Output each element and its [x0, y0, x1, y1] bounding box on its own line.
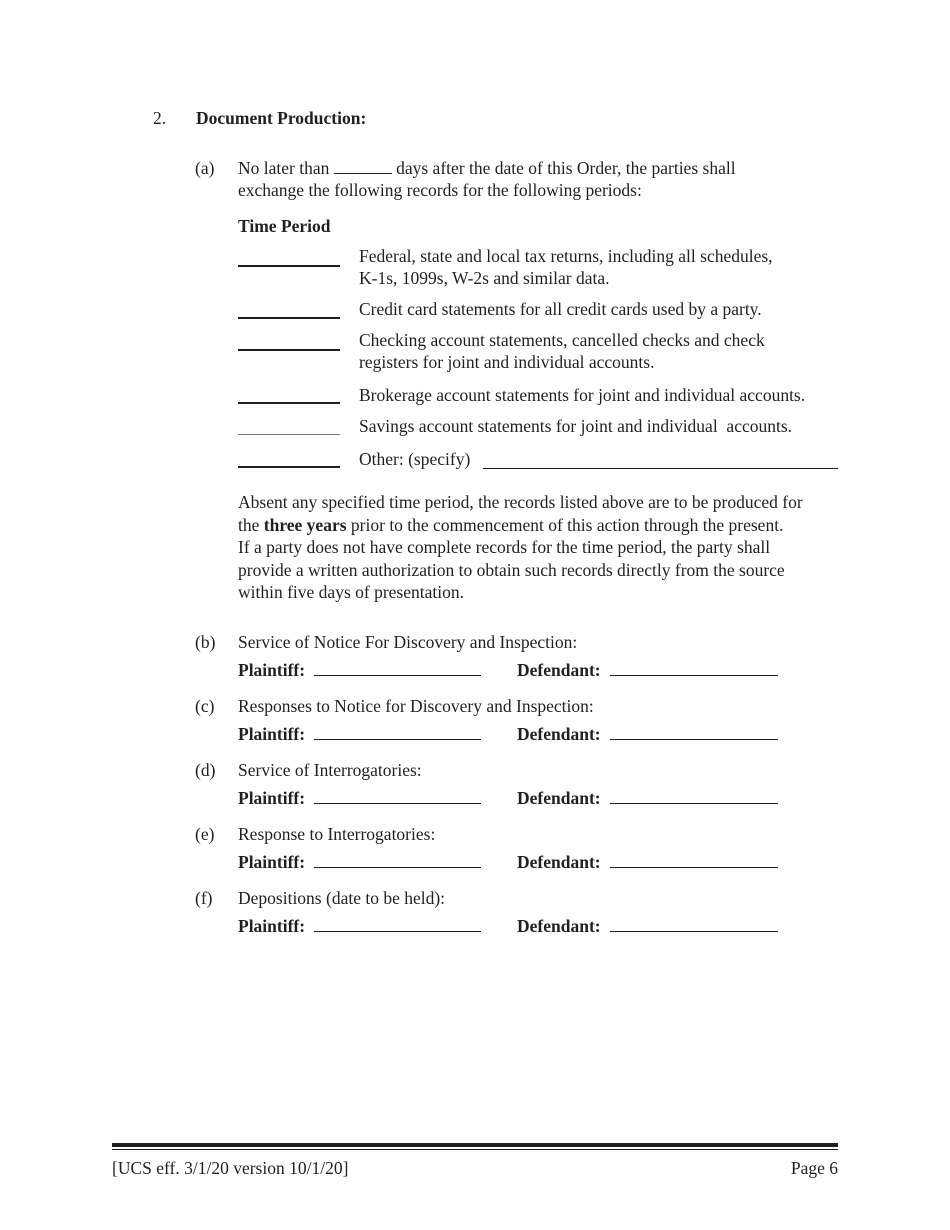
absent-three-years: three years [263, 514, 347, 535]
item-a-line2: exchange the following records for the following periods: [238, 180, 642, 200]
other-specify-blank[interactable] [483, 468, 838, 469]
record-checking-line1: Checking account statements, cancelled checks and check [359, 330, 765, 350]
item-e-plaintiff-label: Plaintiff: [238, 852, 306, 872]
time-period-blank-other[interactable] [238, 466, 340, 468]
item-b-defendant-label: Defendant: [517, 660, 601, 680]
item-b-label: (b) [195, 632, 216, 652]
time-period-blank-credit[interactable] [238, 317, 340, 319]
item-a-line1-after: days after the date of this Order, the parties shall [396, 158, 736, 178]
item-d-plaintiff-label: Plaintiff: [238, 788, 306, 808]
absent-line1: Absent any specified time period, the records listed above are to be produced for [238, 492, 803, 512]
absent-paragraph [238, 491, 803, 604]
item-c-defendant-blank[interactable] [610, 739, 778, 740]
item-d-plaintiff-blank[interactable] [314, 803, 481, 804]
absent-line2-post: prior to the commencement of this action through the present. [350, 514, 784, 535]
absent-line5: within five days of presentation. [238, 582, 464, 602]
absent-line4: provide a written authorization to obtain such records directly from the source [238, 559, 785, 580]
record-tax-line1: Federal, state and local tax returns, including all schedules, [359, 246, 773, 266]
item-e-defendant-blank[interactable] [610, 867, 778, 868]
item-d-defendant-label: Defendant: [517, 788, 601, 808]
item-c-label: (c) [195, 696, 215, 716]
item-c-plaintiff-label: Plaintiff: [238, 724, 306, 744]
record-checking-line2: registers for joint and individual accounts. [359, 352, 655, 372]
item-d-defendant-blank[interactable] [610, 803, 778, 804]
record-credit-card: Credit card statements for all credit cards used by a party. [359, 299, 762, 319]
item-a-line1 [238, 157, 736, 179]
item-f-defendant-label: Defendant: [517, 916, 601, 936]
record-checking [359, 329, 765, 373]
item-f-plaintiff-blank[interactable] [314, 931, 481, 932]
item-d-label: (d) [195, 760, 216, 780]
item-f-label: (f) [195, 888, 213, 908]
item-f-title: Depositions (date to be held): [238, 888, 446, 908]
item-e-title: Response to Interrogatories: [238, 824, 436, 844]
absent-line2-pre: the [238, 514, 260, 535]
item-c-title: Responses to Notice for Discovery and Inspection: [238, 696, 594, 716]
page-number: Page 6 [790, 1158, 838, 1178]
footer-rule-thin [112, 1149, 838, 1150]
footer-rule-thick [112, 1143, 838, 1147]
days-blank[interactable] [334, 159, 392, 174]
absent-line2 [238, 514, 803, 537]
time-period-blank-brokerage[interactable] [238, 402, 340, 404]
item-a-label: (a) [195, 158, 215, 178]
item-b-plaintiff-blank[interactable] [314, 675, 481, 676]
record-tax-returns [359, 245, 773, 289]
section-number: 2. [153, 108, 167, 128]
item-f-plaintiff-label: Plaintiff: [238, 916, 306, 936]
item-c-defendant-label: Defendant: [517, 724, 601, 744]
time-period-blank-savings[interactable] [238, 434, 340, 435]
item-b-plaintiff-label: Plaintiff: [238, 660, 306, 680]
time-period-blank-tax[interactable] [238, 265, 340, 267]
item-a-line1-before: No later than [238, 158, 330, 178]
record-other: Other: (specify) [359, 449, 471, 469]
item-e-defendant-label: Defendant: [517, 852, 601, 872]
item-c-plaintiff-blank[interactable] [314, 739, 481, 740]
record-tax-line2: K-1s, 1099s, W-2s and similar data. [359, 268, 610, 288]
item-b-defendant-blank[interactable] [610, 675, 778, 676]
item-b-title: Service of Notice For Discovery and Inspection: [238, 632, 578, 652]
item-e-label: (e) [195, 824, 215, 844]
time-period-heading: Time Period [238, 216, 331, 236]
item-f-defendant-blank[interactable] [610, 931, 778, 932]
section-title: Document Production: [196, 108, 367, 128]
record-brokerage: Brokerage account statements for joint and individual accounts. [359, 385, 806, 405]
time-period-blank-checking[interactable] [238, 349, 340, 351]
absent-line3: If a party does not have complete records for the time period, the party shall [238, 537, 771, 557]
item-e-plaintiff-blank[interactable] [314, 867, 481, 868]
footer-version: [UCS eff. 3/1/20 version 10/1/20] [112, 1158, 349, 1178]
record-savings: Savings account statements for joint and individual accounts. [359, 416, 793, 436]
item-d-title: Service of Interrogatories: [238, 760, 422, 780]
